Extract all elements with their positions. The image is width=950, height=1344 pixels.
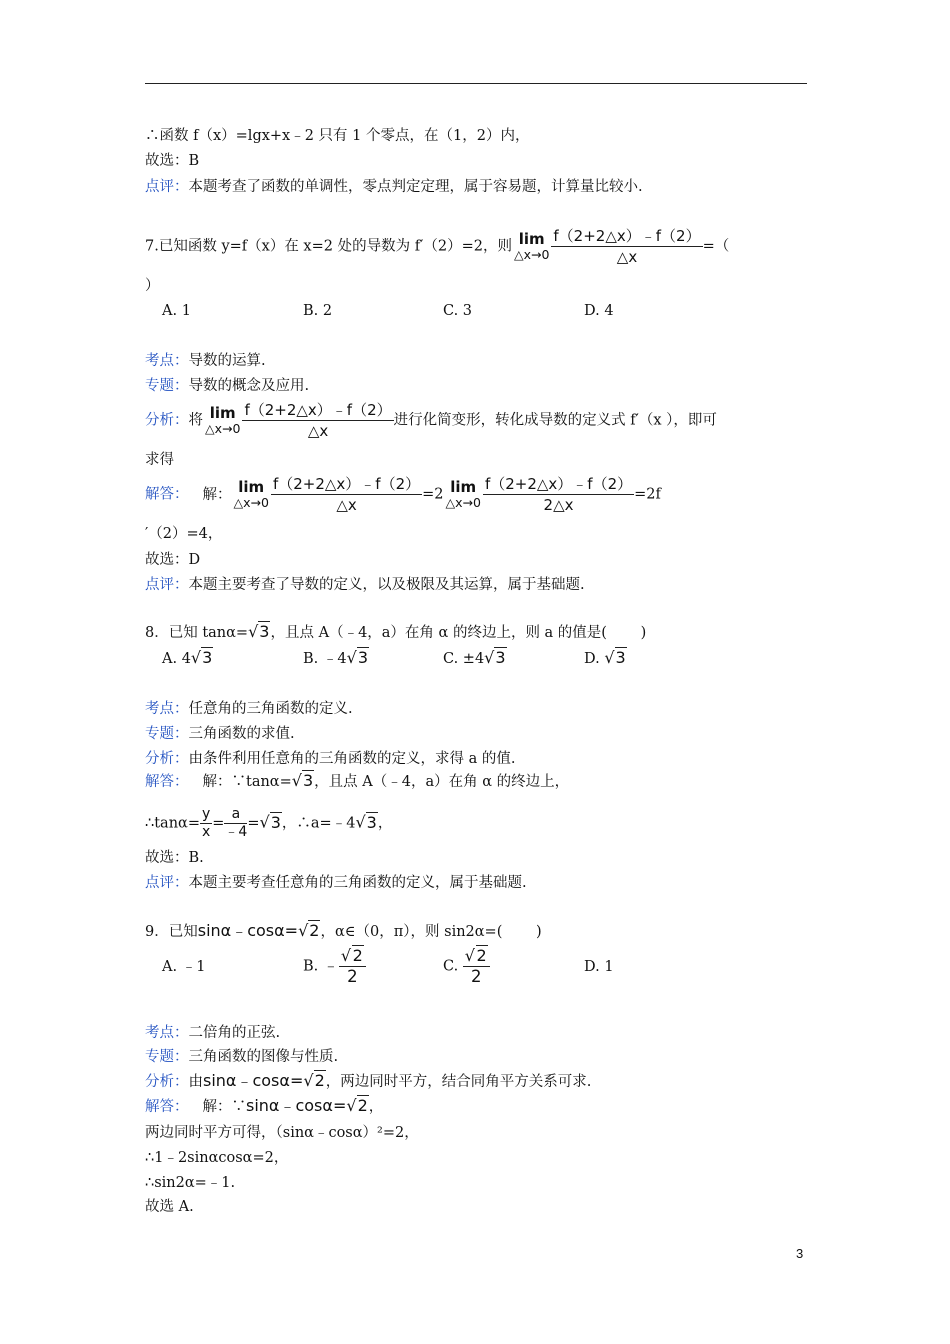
text-line: ∴函数 f（x）=lgx+x﹣2 只有 1 个零点，在（1，2）内， [145,128,530,144]
text-line: 求得 [145,452,174,468]
zhuanti-line: 专题：导数的概念及应用. [145,378,310,394]
kaodian-line: 考点：任意角的三角函数的定义. [145,701,353,717]
math-line: ∴tanα= $\frac{y}{x}$ = $\frac{a}{﹣4}$ =√3，∴a=﹣4√3， [145,806,393,840]
fraction: $\frac{f(2+2\triangle x)﹣f(2)}{\triangle x}$ [244,401,392,440]
fenxi-line: 分析：将 lim △x→0 $\frac{f(2+2\triangle x)﹣f(2)}{\triangle x}$ 进行化简变形，转化成导数的定义式 f′（x ），即可 [145,401,717,440]
zhuanti-line: 专题：三角函数的求值. [145,726,295,742]
comment-line: 点评：本题主要考查任意角的三角函数的定义，属于基础题. [145,875,527,891]
comment-line: 点评：本题考查了函数的单调性，零点判定定理，属于容易题，计算量比较小. [145,179,643,195]
fraction: $\frac{f(2+2\triangle x)﹣f(2)}{\triangle x}$ [272,475,421,514]
jieda-line: 解答： 解： lim △x→0 $\frac{f(2+2\triangle x)﹣f(2)}{\triangle x}$ =2 lim △x→0 $\frac{f(2+2\triangle x)﹣f(2)}{2\triangle x}$ =2f [145,475,661,514]
text-line: ∴sin2α=﹣1. [145,1175,236,1191]
text-line: 故选 A. [145,1199,194,1215]
option-a: A. 1 [162,303,191,319]
jieda-line: 解答： 解：∵sinα﹣cosα=√2， [145,1096,384,1115]
text-line: 两边同时平方可得，（sinα﹣cosα）²=2， [145,1125,419,1141]
text-line: 故选：B [145,153,200,169]
option-a: A. 4√3 [162,648,213,667]
question-8-stem: 8．已知 tanα=√3，且点 A（﹣4，a）在角 α 的终边上，则 a 的值是( ) [145,622,647,641]
fenxi-line: 分析：由sinα﹣cosα=√2，两边同时平方，结合同角平方关系可求. [145,1071,592,1090]
question-9-stem: 9．已知sinα﹣cosα=√2，α∈（0，π），则 sin2α=( ) [145,921,542,940]
fraction: $\frac{f(2+2\triangle x)﹣f(2)}{\triangle x}$ [553,227,701,266]
jieda-line: 解答： 解：∵tanα=√3，且点 A（﹣4，a）在角 α 的终边上， [145,771,570,790]
limit-expression: lim △x→0 [513,230,550,262]
fraction: $\frac{y}{x}$ [201,806,211,840]
label: 点评： [145,179,189,195]
fraction: $\frac{√2}{2}$ [463,946,490,987]
option-b: B. ﹣4√3 [303,648,368,667]
fraction: $\frac{f(2+2\triangle x)﹣f(2)}{2\triangle x}$ [484,475,633,514]
fraction: $\frac{a}{﹣4}$ [224,806,248,840]
text-line: ′（2）=4， [145,526,223,542]
option-a: A. ﹣1 [162,959,206,975]
text-line: 故选：B. [145,850,204,866]
text-line: ） [145,278,160,294]
option-c: C. 3 [443,303,473,319]
option-d: D. 4 [584,303,614,319]
text-line: ∴1﹣2sinαcosα=2， [145,1150,289,1166]
header-rule [145,83,807,84]
text-line: 故选：D [145,552,201,568]
fraction: $\frac{√2}{2}$ [339,946,366,987]
question-7-stem: 7.已知函数 y=f（x）在 x=2 处的导数为 f′（2）=2，则 lim △x→0 $\frac{f(2+2\triangle x)﹣f(2)}{\triangle x}$ =（ [145,227,730,266]
fenxi-line: 分析：由条件利用任意角的三角函数的定义，求得 a 的值. [145,751,516,767]
kaodian-line: 考点：导数的运算. [145,353,266,369]
option-b: B. 2 [303,303,333,319]
zhuanti-line: 专题：三角函数的图像与性质. [145,1049,339,1065]
comment-line: 点评：本题主要考查了导数的定义，以及极限及其运算，属于基础题. [145,577,585,593]
limit-expression: lim △x→0 [445,478,481,510]
option-b: B. ﹣ $\frac{√2}{2}$ [303,946,366,987]
sqrt-expression: √3 [248,622,270,641]
limit-expression: lim △x→0 [233,478,269,510]
option-c: C. $\frac{√2}{2}$ [443,946,490,987]
limit-expression: lim △x→0 [205,404,241,436]
kaodian-line: 考点：二倍角的正弦. [145,1025,281,1041]
option-d: D. √3 [584,648,626,667]
page-number: 3 [796,1246,804,1261]
option-d: D. 1 [584,959,614,975]
option-c: C. ±4√3 [443,648,506,667]
